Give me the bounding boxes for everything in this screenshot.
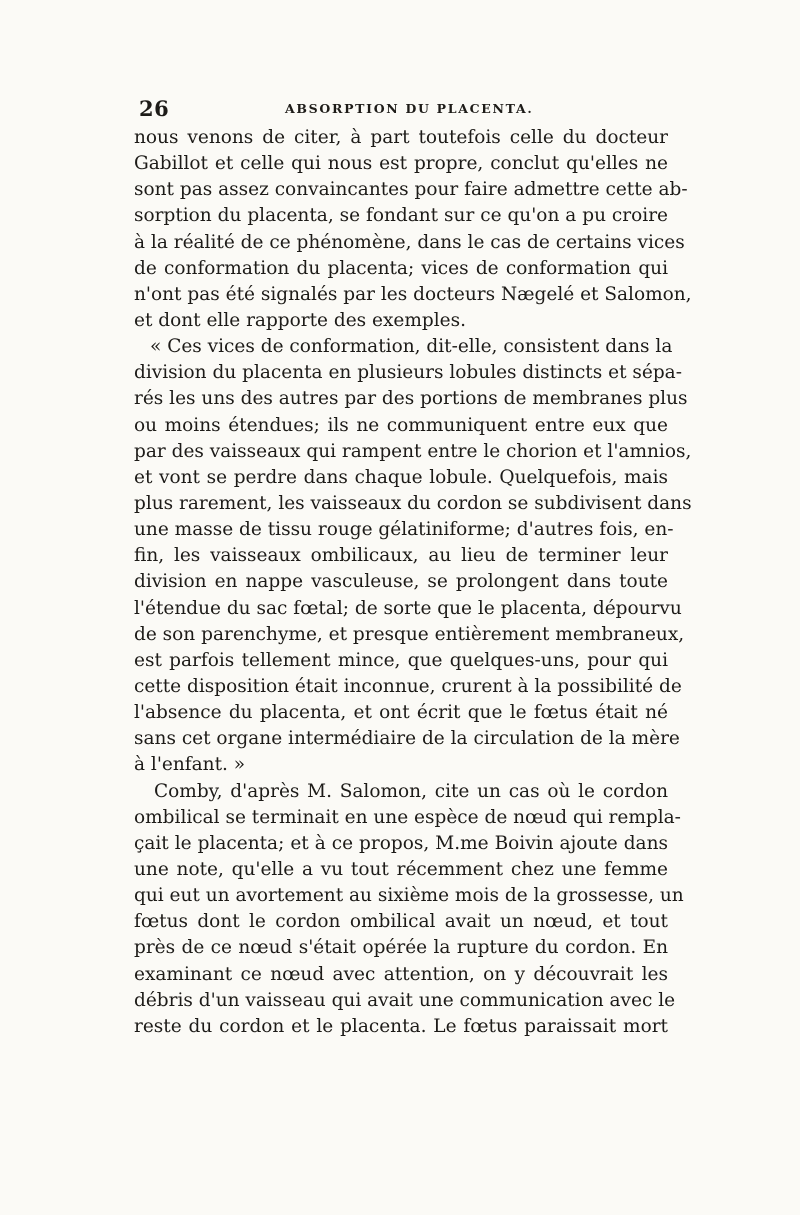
text-line: plus rarement, les vaisseaux du cordon se subdivisent dans [134, 492, 692, 514]
text-line: une note, qu'elle a vu tout récemment chez une femme [134, 858, 668, 880]
text-line: par des vaisseaux qui rampent entre le chorion et l'amnios, [134, 440, 692, 462]
text-line: et vont se perdre dans chaque lobule. Quelquefois, mais [134, 466, 668, 488]
text-line: est parfois tellement mince, que quelques-uns, pour qui [134, 649, 668, 671]
text-line: Gabillot et celle qui nous est propre, conclut qu'elles ne [134, 153, 668, 175]
text-line: et dont elle rapporte des exemples. [134, 309, 467, 331]
text-line: n'ont pas été signalés par les docteurs Nægelé et Salomon, [134, 283, 692, 305]
text-line: près de ce nœud s'était opérée la rupture du cordon. En [134, 937, 668, 959]
text-line: l'absence du placenta, et ont écrit que le fœtus était né [134, 702, 668, 724]
page-number: 26 [139, 96, 170, 121]
text-line: Comby, d'après M. Salomon, cite un cas où le cordon [154, 780, 668, 802]
text-line: division en nappe vasculeuse, se prolongent dans toute [134, 571, 668, 593]
text-line: fin, les vaisseaux ombilicaux, au lieu de terminer leur [134, 545, 668, 567]
text-line: « Ces vices de conformation, dit-elle, consistent dans la [150, 336, 673, 358]
text-line: de conformation du placenta; vices de conformation qui [134, 257, 668, 279]
text-line: çait le placenta; et à ce propos, M.me Boivin ajoute dans [134, 832, 668, 854]
text-line: sans cet organe intermédiaire de la circulation de la mère [134, 728, 680, 750]
text-line: une masse de tissu rouge gélatiniforme; d'autres fois, en- [134, 519, 674, 541]
body-text [134, 125, 692, 1040]
running-title: ABSORPTION DU PLACENTA. [285, 101, 534, 116]
text-line: reste du cordon et le placenta. Le fœtus paraissait mort [134, 1015, 668, 1037]
text-line: rés les uns des autres par des portions de membranes plus [134, 388, 688, 410]
text-line: à l'enfant. » [134, 754, 246, 776]
text-line: à la réalité de ce phénomène, dans le cas de certains vices [134, 231, 685, 253]
text-line: qui eut un avortement au sixième mois de la grossesse, un [134, 885, 684, 907]
text-line: nous venons de citer, à part toutefois celle du docteur [134, 127, 668, 148]
text-line: cette disposition était inconnue, crurent à la possibilité de [134, 675, 682, 697]
text-line: examinant ce nœud avec attention, on y découvrait les [134, 963, 668, 985]
text-line: l'étendue du sac fœtal; de sorte que le placenta, dépourvu [134, 597, 682, 619]
text-line: ombilical se terminait en une espèce de nœud qui rempla- [134, 806, 681, 828]
text-line: sont pas assez convaincantes pour faire admettre cette ab- [134, 179, 688, 201]
text-line: ou moins étendues; ils ne communiquent entre eux que [134, 414, 668, 436]
text-line: de son parenchyme, et presque entièrement membraneux, [134, 623, 685, 645]
text-line: débris d'un vaisseau qui avait une communication avec le [134, 989, 676, 1011]
text-line: fœtus dont le cordon ombilical avait un nœud, et tout [134, 911, 668, 933]
text-line: division du placenta en plusieurs lobules distincts et sépa- [134, 362, 682, 384]
text-line: sorption du placenta, se fondant sur ce qu'on a pu croire [134, 205, 668, 227]
page-header [139, 96, 669, 120]
